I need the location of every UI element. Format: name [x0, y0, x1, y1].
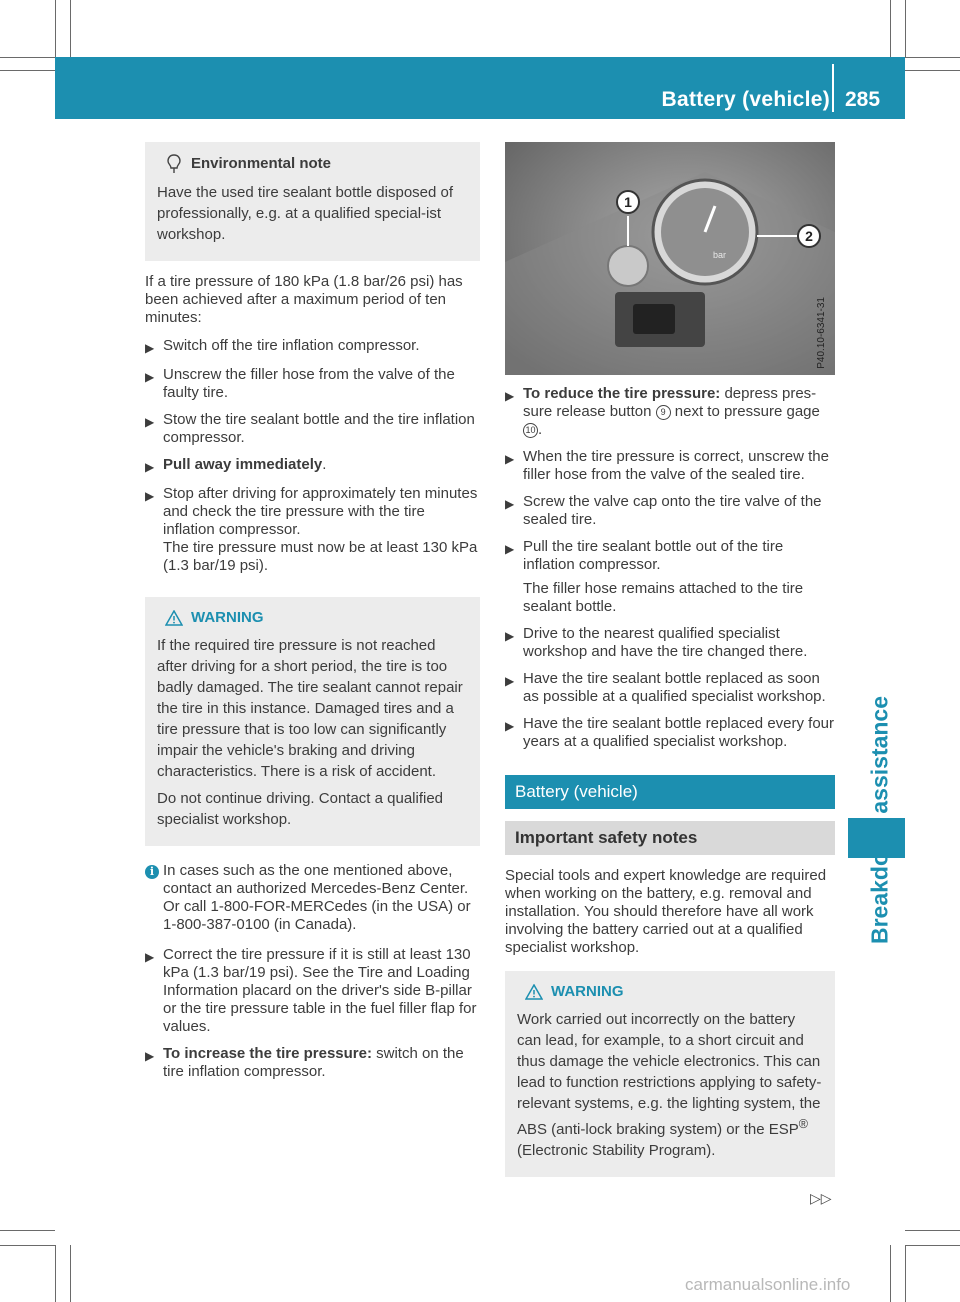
instruction-step: ▶ To reduce the tire pressure: depress pres-sure release button 9 next to pressure gage 10 . [505, 385, 820, 438]
crop-mark [70, 1245, 71, 1302]
step-arrow-icon: ▶ [505, 389, 515, 403]
svg-text:bar: bar [713, 250, 727, 260]
chapter-tab-marker [848, 818, 905, 858]
instruction-step: ▶ Pull away immediately. [145, 456, 327, 474]
instruction-step: ▶ Have the tire sealant bottle replaced as soon as possible at a qualified specialist workshop. [505, 670, 826, 705]
warning-text: If the required tire pressure is not reached after driving for a short period, the tire is too badly damaged. The tire sealant cannot repair the tire in this instance. Damaged tires and a tire pressure that is too low can significantly impair the vehicle's braking and driving characteristics. There is a risk of accident. [157, 637, 463, 780]
info-text: In cases such as the one mentioned above, contact an authorized Mercedes-Benz Center. Or call 1-800-FOR-MERCedes (in the USA) or 1-800-387-0100 (in Canada). [163, 862, 471, 933]
step-arrow-icon: ▶ [505, 542, 515, 556]
crop-mark [905, 1230, 960, 1231]
warning-text: Do not continue driving. Contact a qualified specialist workshop. [157, 790, 444, 828]
step-arrow-icon: ▶ [505, 497, 515, 511]
step-arrow-icon: ▶ [145, 950, 155, 964]
crop-mark [0, 57, 55, 58]
instruction-step: ▶ Unscrew the filler hose from the valve of the faulty tire. [145, 366, 455, 401]
reference-number: 9 [656, 405, 671, 420]
crop-mark [905, 1245, 960, 1246]
left-column [145, 142, 480, 1090]
figure-code: P40.10-6341-31 [816, 297, 827, 369]
warning-title: WARNING [191, 609, 264, 626]
step-arrow-icon: ▶ [145, 1049, 155, 1063]
compressor-figure [505, 142, 835, 375]
instruction-step: ▶ Have the tire sealant bottle replaced every four years at a qualified specialist workshop. [505, 715, 835, 750]
info-note [145, 862, 480, 934]
crop-mark [890, 0, 891, 57]
instruction-step: ▶ Pull the tire sealant bottle out of the tire inflation compressor. The filler hose remains attached to the tire sealant bottle. [505, 538, 804, 615]
instruction-step: ▶ Stow the tire sealant bottle and the tire inflation compressor. [145, 411, 475, 446]
crop-mark [890, 1245, 891, 1302]
environmental-note-header [157, 154, 468, 174]
page-title: Battery (vehicle) [661, 88, 830, 111]
subsection-heading: Important safety notes [505, 821, 835, 855]
watermark: carmanualsonline.info [685, 1275, 851, 1294]
instruction-step: ▶ Screw the valve cap onto the tire valve of the sealed tire. [505, 493, 822, 528]
info-icon: i [145, 865, 159, 879]
instruction-step: ▶ When the tire pressure is correct, unscrew the filler hose from the valve of the sealed tire. [505, 448, 829, 483]
header-divider [832, 64, 834, 112]
crop-mark [905, 0, 906, 57]
environmental-note-title: Environmental note [191, 155, 332, 172]
section-heading: Battery (vehicle) [505, 775, 835, 809]
crop-mark [905, 1245, 906, 1302]
intro-paragraph: If a tire pressure of 180 kPa (1.8 bar/26 psi) has been achieved after a maximum period of ten minutes: [145, 273, 463, 326]
warning-box [145, 597, 480, 846]
crop-mark [55, 1245, 56, 1302]
step-arrow-icon: ▶ [505, 629, 515, 643]
figure-callout-2: 2 [797, 224, 821, 248]
step-arrow-icon: ▶ [505, 452, 515, 466]
step-arrow-icon: ▶ [145, 341, 155, 355]
page-number: 285 [845, 88, 881, 111]
warning-text: Work carried out incorrectly on the battery can lead, for example, to a short circuit and thus damage the vehicle electronics. This can lead to function restrictions applying to safety-relevant systems, e.g. the lighting system, the ABS (anti-lock braking system) or the ESP® (Electronic Stability Program). [517, 1011, 822, 1159]
crop-mark [0, 70, 55, 71]
environmental-note [145, 142, 480, 261]
figure-callout-1: 1 [616, 190, 640, 214]
lightbulb-icon [157, 154, 191, 174]
reference-number: 10 [523, 423, 538, 438]
warning-triangle-icon [157, 610, 191, 626]
instruction-step: ▶ Switch off the tire inflation compressor. [145, 337, 420, 355]
crop-mark [55, 0, 56, 57]
instruction-step: ▶ Stop after driving for approximately ten minutes and check the tire pressure with the tire inflation compressor. The tire pressure must now be at least 130 kPa (1.3 bar/19 psi). [145, 485, 478, 574]
crop-mark [0, 1245, 55, 1246]
continue-marker: ▷▷ [810, 1190, 832, 1206]
safety-paragraph: Special tools and expert knowledge are required when working on the battery, e.g. removal and installation. You should therefore have all work involving the battery carried out at a qualified specialist workshop. [505, 867, 827, 956]
environmental-note-text: Have the used tire sealant bottle disposed of professionally, e.g. at a qualified special-ist workshop. [157, 184, 454, 243]
crop-mark [905, 70, 960, 71]
warning-box [505, 971, 835, 1177]
step-arrow-icon: ▶ [145, 415, 155, 429]
instruction-step: ▶ To increase the tire pressure: switch on the tire inflation compressor. [145, 1045, 464, 1080]
crop-mark [905, 57, 960, 58]
step-arrow-icon: ▶ [145, 370, 155, 384]
compressor-illustration [505, 142, 835, 375]
instruction-step: ▶ Drive to the nearest qualified specialist workshop and have the tire changed there. [505, 625, 808, 660]
step-arrow-icon: ▶ [145, 489, 155, 503]
right-column [505, 142, 835, 1177]
crop-mark [0, 1230, 55, 1231]
warning-title: WARNING [551, 983, 624, 1000]
instruction-step: ▶ Correct the tire pressure if it is still at least 130 kPa (1.3 bar/19 psi). See the Tire and Loading Information placard on the driver's side B-pillar or the tire pressure table in the fuel filler flap for values. [145, 946, 477, 1035]
step-arrow-icon: ▶ [505, 674, 515, 688]
step-arrow-icon: ▶ [505, 719, 515, 733]
step-arrow-icon: ▶ [145, 460, 155, 474]
crop-mark [70, 0, 71, 57]
warning-triangle-icon [517, 984, 551, 1000]
